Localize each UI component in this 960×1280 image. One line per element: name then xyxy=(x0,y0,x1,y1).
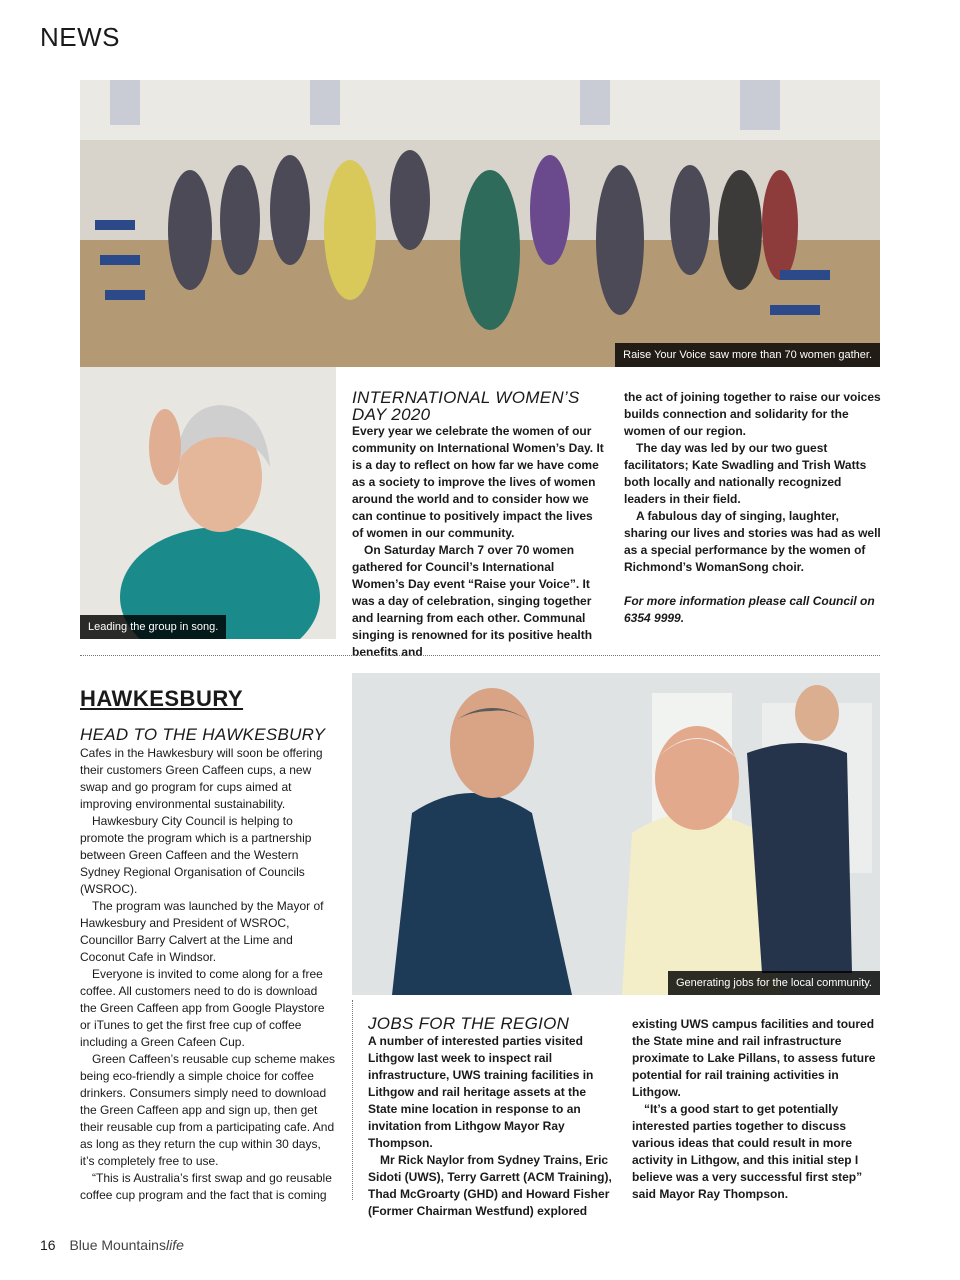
womens-day-paragraph: Every year we celebrate the women of our community on International Women’s Day. It is a day to reflect on how far we have come as a society to improve the lives of women around the world and to consider how we can continue to positively impact the lives of women in our community. xyxy=(352,424,604,540)
hawkesbury-paragraph: The program was launched by the Mayor of Hawkesbury and President of WSROC, Councillor Barry Calvert at the Lime and Coconut Cafe in Windsor. xyxy=(80,899,324,964)
womens-day-headline xyxy=(352,389,602,423)
womens-day-paragraph: The day was led by our two guest facilitators; Kate Swadling and Trish Watts both locally and nationally recognized leaders in their field. xyxy=(624,441,867,506)
hawkesbury-paragraph: “This is Australia’s first swap and go reusable coffee cup program and the fact that is coming xyxy=(80,1171,332,1202)
womens-day-column-2 xyxy=(624,389,882,627)
jobs-column-1 xyxy=(368,1033,618,1220)
hawkesbury-paragraph: Cafes in the Hawkesbury will soon be offering their customers Green Caffeen cups, a new swap and go program for cups aimed at improving environmental sustainability. xyxy=(80,746,323,811)
jobs-paragraph: Mr Rick Naylor from Sydney Trains, Eric Sidoti (UWS), Terry Garrett (ACM Training), Thad McGroarty (GHD) and Howard Fisher (Former Chairman Westfund) explored xyxy=(368,1153,612,1218)
hawkesbury-section-title: HAWKESBURY xyxy=(80,686,244,711)
leader-photo-image xyxy=(80,367,336,639)
jobs-photo-caption: Generating jobs for the local community. xyxy=(668,971,880,995)
choir-photo-image xyxy=(80,80,880,367)
jobs-paragraph: A number of interested parties visited Lithgow last week to inspect rail infrastructure, UWS training facilities in Lithgow and rail heritage assets at the State mine location in response to an invitation from Lithgow Mayor Ray Thompson. xyxy=(368,1034,594,1150)
choir-photo-caption: Raise Your Voice saw more than 70 women gather. xyxy=(615,343,880,367)
section-divider xyxy=(80,655,880,656)
hawkesbury-headline: HEAD TO THE HAWKESBURY xyxy=(80,725,326,744)
jobs-paragraph: “It’s a good start to get potentially interested parties together to discuss various ideas that could result in more activity in Lithgow, and this initial step I believe was a very successful first step” said Mayor Ray Thompson. xyxy=(632,1102,863,1201)
womens-day-headline-line1: INTERNATIONAL WOMEN’S xyxy=(352,388,580,407)
leader-photo xyxy=(80,367,336,639)
jobs-photo xyxy=(352,673,880,995)
page-number: 16 xyxy=(40,1237,56,1253)
womens-day-column-1 xyxy=(352,423,604,661)
magazine-name-plain: Blue Mountains xyxy=(69,1237,166,1253)
choir-photo xyxy=(80,80,880,367)
hawkesbury-paragraph: Hawkesbury City Council is helping to promote the program which is a partnership between Green Caffeen and the Western Sydney Regional Organisation of Councils (WSROC). xyxy=(80,814,312,896)
page-footer xyxy=(40,1237,184,1253)
section-label: NEWS xyxy=(40,22,120,52)
jobs-paragraph: existing UWS campus facilities and toured the State mine and rail infrastructure proximate to Lake Pillans, to assess future potential for rail training activities in Lithgow. xyxy=(632,1017,876,1099)
jobs-column-2 xyxy=(632,1016,880,1203)
womens-day-paragraph: A fabulous day of singing, laughter, sharing our lives and stories was had as well as a special performance by the women of Richmond’s WomanSong choir. xyxy=(624,509,881,574)
jobs-photo-image xyxy=(352,673,880,995)
leader-photo-caption: Leading the group in song. xyxy=(80,615,226,639)
column-divider xyxy=(352,1000,353,1200)
hawkesbury-paragraph: Everyone is invited to come along for a free coffee. All customers need to do is download the Green Caffeen app from Google Playstore or iTunes to get the first free cup of coffee including a Green Cafeen Cup. xyxy=(80,967,325,1049)
hawkesbury-column xyxy=(80,745,337,1204)
magazine-name xyxy=(69,1237,183,1253)
hawkesbury-paragraph: Green Caffeen’s reusable cup scheme makes being eco-friendly a simple choice for coffee drinkers. Consumers simply need to download the Green Caffeen app and sign up, then get their reusable cup from a participating cafe. And as long as they return the cup within 30 days, it’s completely free to use. xyxy=(80,1052,336,1168)
magazine-name-italic: life xyxy=(165,1237,184,1253)
womens-day-paragraph: On Saturday March 7 over 70 women gathered for Council’s International Women’s Day event “Raise your Voice”. It was a day of celebration, singing together and learning from each other. Communal singing is renowned for its positive health benefits and xyxy=(352,543,593,659)
womens-day-headline-line2: DAY 2020 xyxy=(352,405,431,424)
jobs-headline: JOBS FOR THE REGION xyxy=(368,1014,570,1033)
womens-day-paragraph: the act of joining together to raise our voices builds connection and solidarity for the women of our region. xyxy=(624,390,881,438)
womens-day-contact: For more information please call Council on 6354 9999. xyxy=(624,594,875,625)
